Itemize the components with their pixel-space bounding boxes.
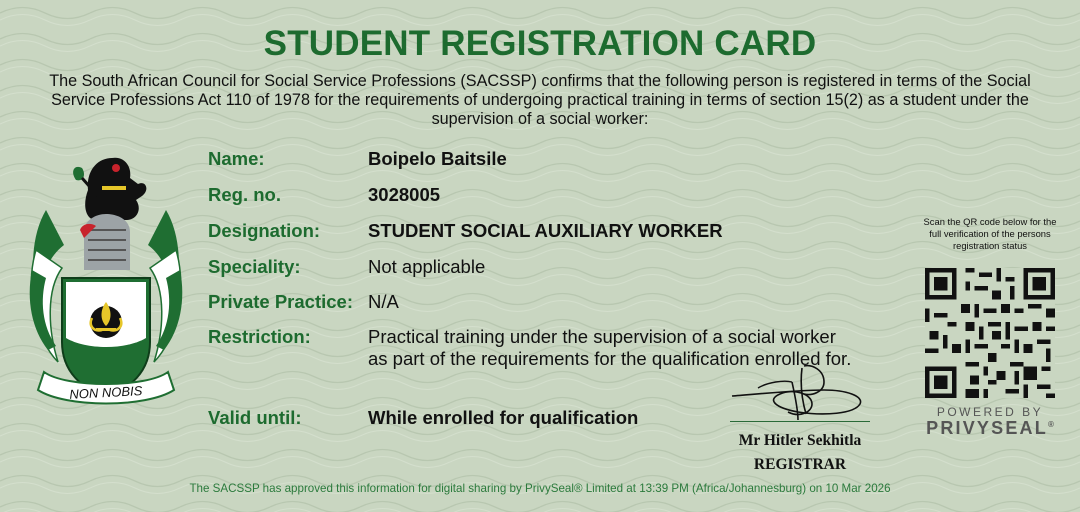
name-label: Name: xyxy=(208,148,265,169)
name-value: Boipelo Baitsile xyxy=(368,148,507,169)
registrar-signature-icon xyxy=(728,360,878,422)
privyseal-logo xyxy=(918,418,1062,439)
privyseal-wordmark: PRIVYSEAL xyxy=(926,418,1048,438)
speciality-label: Speciality: xyxy=(208,256,301,277)
restriction-line-2: as part of the requirements for the qualification enrolled for. xyxy=(368,348,852,369)
sharing-disclaimer: The SACSSP has approved this information for digital sharing by PrivySeal® Limited at 13:39 PM (Africa/Johannesburg) on 10 Mar 2026 xyxy=(189,482,891,495)
designation-label: Designation: xyxy=(208,220,321,241)
crest-motto: NON NOBIS xyxy=(69,383,143,402)
registrar-name: Mr Hitler Sekhitla xyxy=(738,432,862,449)
restriction-label: Restriction: xyxy=(208,326,311,347)
intro-paragraph: The South African Council for Social Service Professions (SACSSP) confirms that the following person is registered in terms of the Social Service Professions Act 110 of 1978 for the requirements of undergoing practical training in terms of section 15(2) as a student under the supervision of a social worker: xyxy=(49,72,1031,128)
valid-until-value: While enrolled for qualification xyxy=(368,407,639,428)
restriction-line-1: Practical training under the supervision of a social worker xyxy=(368,326,836,347)
speciality-value: Not applicable xyxy=(368,256,486,277)
sacssp-coat-of-arms-icon xyxy=(26,150,186,412)
private-practice-value: N/A xyxy=(368,291,399,312)
card-title: STUDENT REGISTRATION CARD xyxy=(263,24,817,63)
reg-no-label: Reg. no. xyxy=(208,184,281,205)
designation-value: STUDENT SOCIAL AUXILIARY WORKER xyxy=(368,220,723,241)
private-practice-label: Private Practice: xyxy=(208,291,354,312)
signature-line xyxy=(730,421,870,422)
registered-mark: ® xyxy=(1047,420,1054,429)
powered-by-label: POWERED BY xyxy=(936,405,1044,419)
qr-code-icon[interactable] xyxy=(925,268,1055,398)
registrar-title: REGISTRAR xyxy=(753,456,847,473)
reg-no-value: 3028005 xyxy=(368,184,441,205)
qr-instruction: Scan the QR code below for the full verification of the persons registration status xyxy=(923,216,1057,251)
valid-until-label: Valid until: xyxy=(208,407,302,428)
